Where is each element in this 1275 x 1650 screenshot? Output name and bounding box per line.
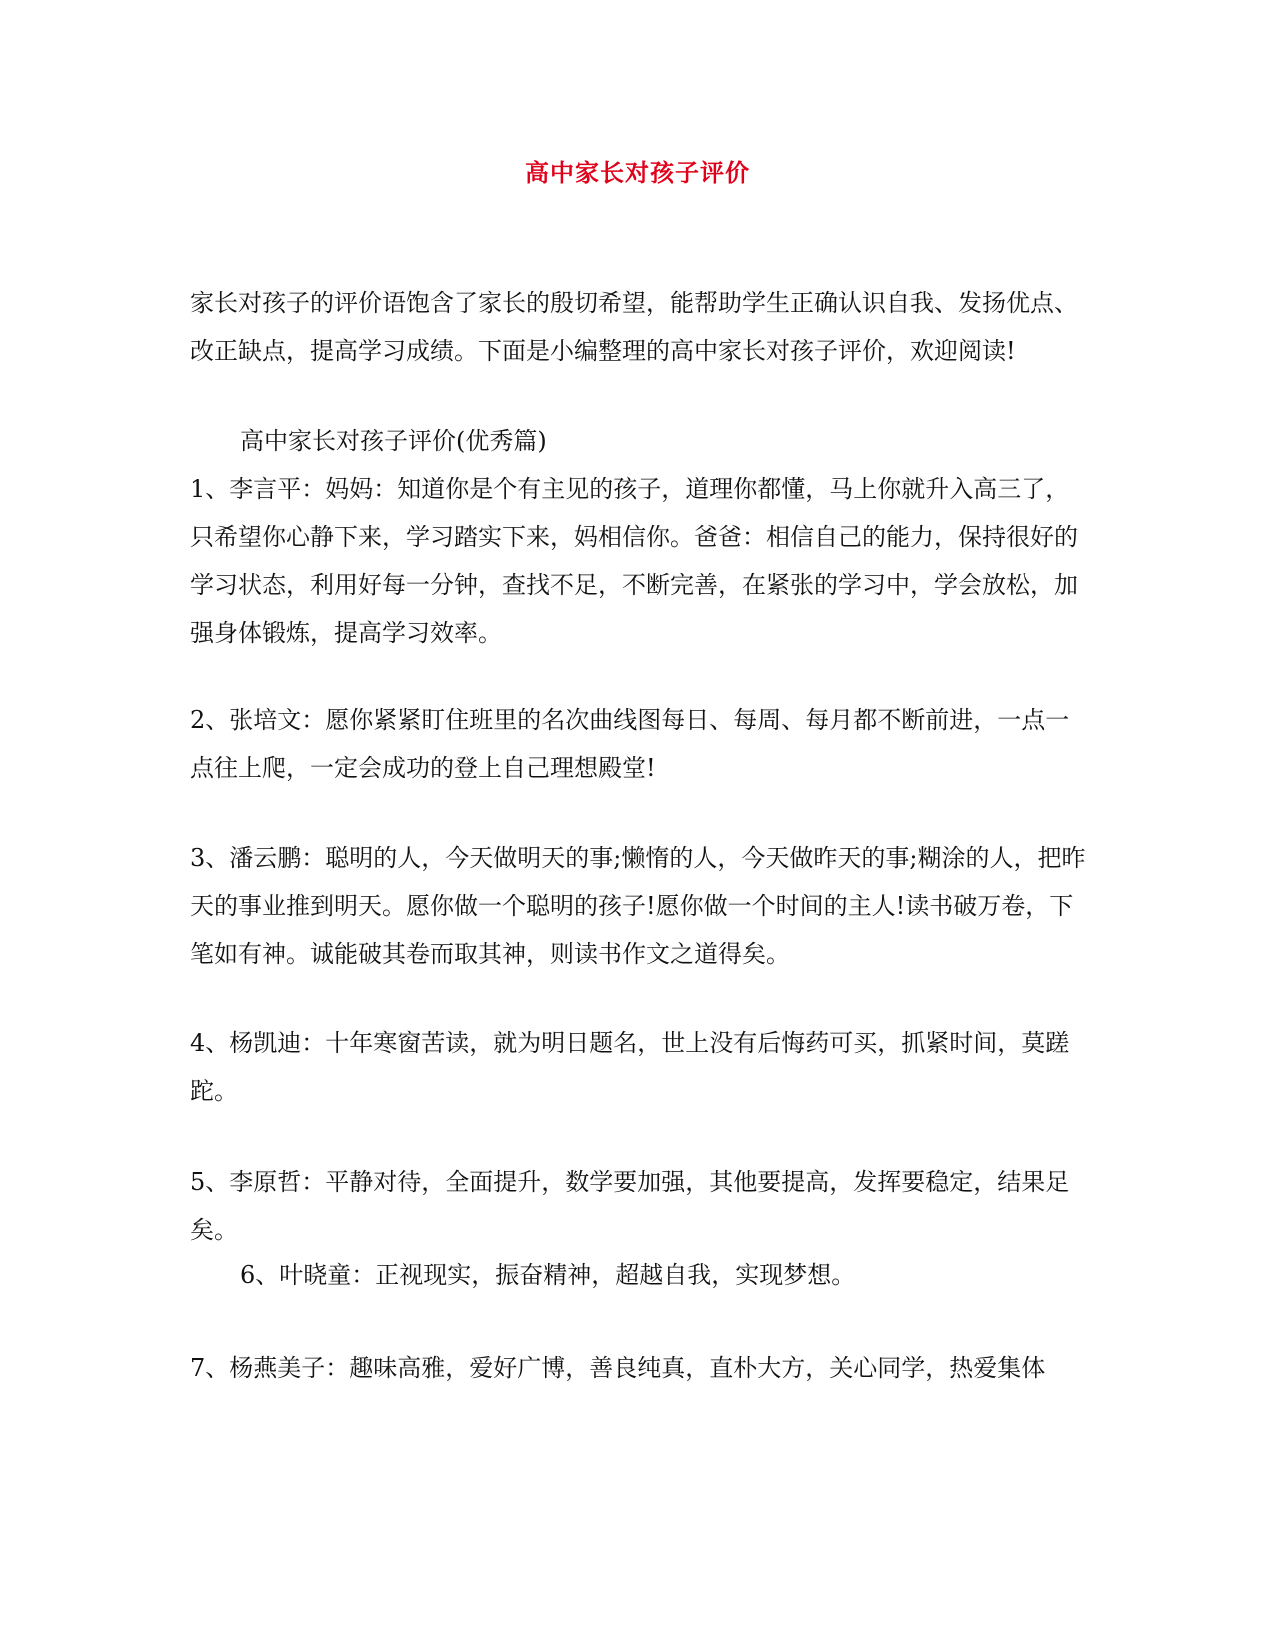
evaluation-item-7: 7、杨燕美子：趣味高雅，爱好广博，善良纯真，直朴大方，关心同学，热爱集体 — [190, 1354, 1046, 1382]
evaluation-item-1: 1、李言平：妈妈：知道你是个有主见的孩子，道理你都懂，马上你就升入高三了，只希望你心静下来，学习踏实下来，妈相信你。爸爸：相信自己的能力，保持很好的学习状态，利用好每一分钟，查找不足，不断完善，在紧张的学习中，学会放松，加强身体锻炼，提高学习效率。 — [190, 475, 1078, 647]
section-heading: 高中家长对孩子评价(优秀篇) — [240, 427, 547, 455]
intro-paragraph: 家长对孩子的评价语饱含了家长的殷切希望，能帮助学生正确认识自我、发扬优点、改正缺点，提高学习成绩。下面是小编整理的高中家长对孩子评价，欢迎阅读! — [190, 289, 1078, 365]
evaluation-item-3: 3、潘云鹏：聪明的人，今天做明天的事;懒惰的人，今天做昨天的事;糊涂的人，把昨天的事业推到明天。愿你做一个聪明的孩子!愿你做一个时间的主人!读书破万卷，下笔如有神。诚能破其卷而取其神，则读书作文之道得矣。 — [190, 844, 1086, 968]
evaluation-item-5: 5、李原哲：平静对待，全面提升，数学要加强，其他要提高，发挥要稳定，结果足矣。 — [190, 1168, 1070, 1244]
evaluation-item-6: 6、叶晓童：正视现实，振奋精神，超越自我，实现梦想。 — [240, 1261, 856, 1289]
evaluation-item-4: 4、杨凯迪：十年寒窗苦读，就为明日题名，世上没有后悔药可买，抓紧时间，莫蹉跎。 — [190, 1029, 1070, 1105]
evaluation-item-2: 2、张培文：愿你紧紧盯住班里的名次曲线图每日、每周、每月都不断前进，一点一点往上爬，一定会成功的登上自己理想殿堂! — [190, 706, 1070, 782]
document-title: 高中家长对孩子评价 — [525, 158, 750, 187]
